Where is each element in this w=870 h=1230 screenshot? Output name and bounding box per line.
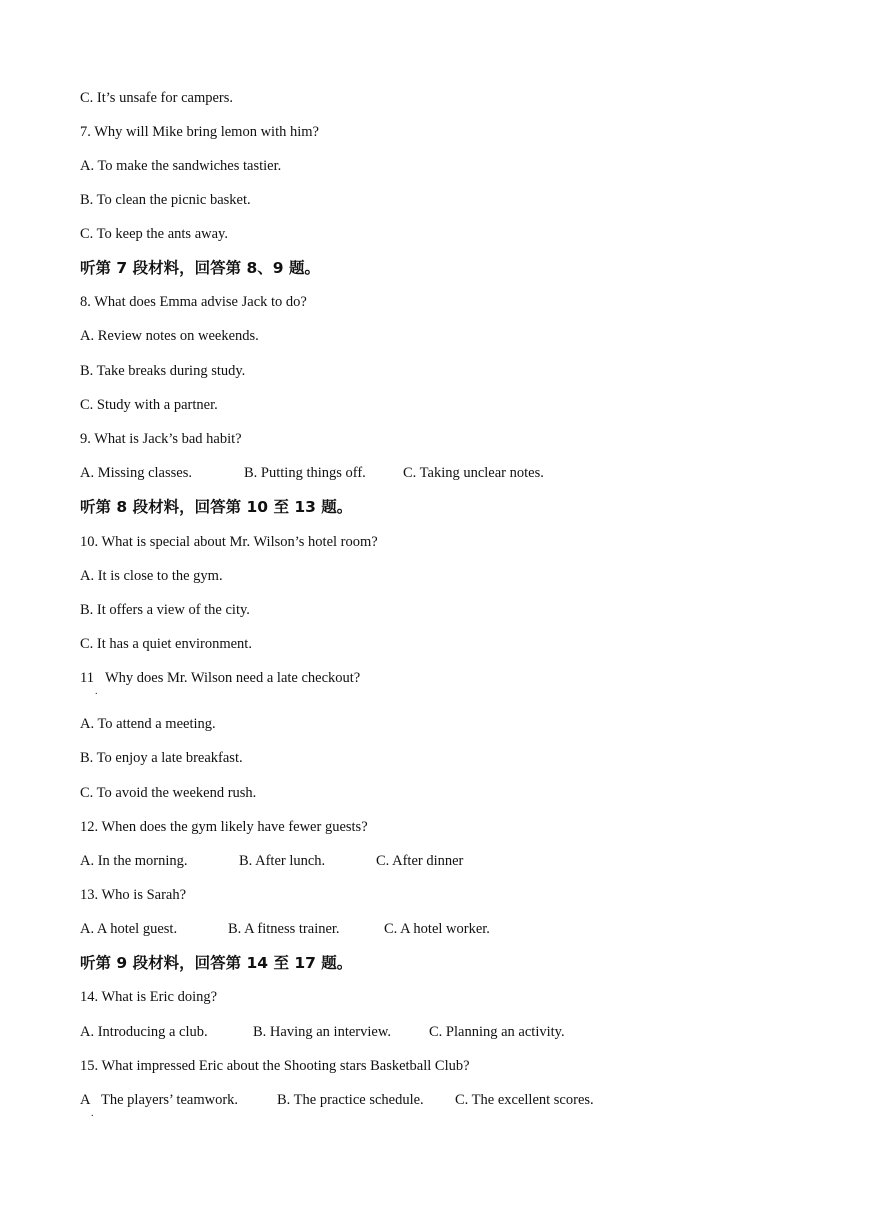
q10-option-a: A. It is close to the gym. bbox=[80, 568, 223, 584]
q10-question: 10. What is special about Mr. Wilson’s hotel room? bbox=[80, 534, 378, 550]
q11-number: 11 bbox=[80, 670, 94, 686]
section-heading-7: 听第 7 段材料，回答第 8、9 题。 bbox=[80, 259, 320, 277]
q15-option-a-text: The players’ teamwork. bbox=[101, 1092, 239, 1108]
q9-option-a: A. Missing classes. bbox=[80, 465, 192, 481]
stray-dot-mark: . bbox=[91, 1108, 94, 1119]
q7-option-a: A. To make the sandwiches tastier. bbox=[80, 158, 282, 174]
q13-option-b: B. A fitness trainer. bbox=[228, 921, 340, 937]
q14-option-b: B. Having an interview. bbox=[253, 1024, 391, 1040]
q11-option-c: C. To avoid the weekend rush. bbox=[80, 785, 257, 801]
q8-question: 8. What does Emma advise Jack to do? bbox=[80, 294, 307, 310]
q12-option-c: C. After dinner bbox=[376, 853, 464, 869]
q11-option-a: A. To attend a meeting. bbox=[80, 716, 216, 732]
q15-option-c: C. The excellent scores. bbox=[455, 1092, 594, 1108]
q10-option-b: B. It offers a view of the city. bbox=[80, 602, 250, 618]
q10-option-c: C. It has a quiet environment. bbox=[80, 636, 252, 652]
q15-question: 15. What impressed Eric about the Shooting stars Basketball Club? bbox=[80, 1058, 470, 1074]
q7-question: 7. Why will Mike bring lemon with him? bbox=[80, 124, 319, 140]
q13-question: 13. Who is Sarah? bbox=[80, 887, 187, 903]
stray-dot-mark: . bbox=[95, 686, 98, 697]
q13-option-c: C. A hotel worker. bbox=[384, 921, 490, 937]
q8-option-c: C. Study with a partner. bbox=[80, 397, 218, 413]
q12-option-a: A. In the morning. bbox=[80, 853, 188, 869]
q11-question: Why does Mr. Wilson need a late checkout? bbox=[105, 670, 361, 686]
section-heading-9: 听第 9 段材料，回答第 14 至 17 题。 bbox=[80, 954, 353, 972]
q8-option-b: B. Take breaks during study. bbox=[80, 363, 246, 379]
q8-option-a: A. Review notes on weekends. bbox=[80, 328, 259, 344]
q13-option-a: A. A hotel guest. bbox=[80, 921, 178, 937]
q14-option-c: C. Planning an activity. bbox=[429, 1024, 565, 1040]
q12-option-b: B. After lunch. bbox=[239, 853, 326, 869]
q12-question: 12. When does the gym likely have fewer guests? bbox=[80, 819, 368, 835]
q7-option-c: C. To keep the ants away. bbox=[80, 226, 228, 242]
q9-option-b: B. Putting things off. bbox=[244, 465, 366, 481]
section-heading-8: 听第 8 段材料，回答第 10 至 13 题。 bbox=[80, 498, 353, 516]
q9-option-c: C. Taking unclear notes. bbox=[403, 465, 544, 481]
q15-option-b: B. The practice schedule. bbox=[277, 1092, 424, 1108]
q14-option-a: A. Introducing a club. bbox=[80, 1024, 208, 1040]
q7-option-b: B. To clean the picnic basket. bbox=[80, 192, 251, 208]
q14-question: 14. What is Eric doing? bbox=[80, 989, 218, 1005]
q15-option-a-letter: A bbox=[80, 1092, 91, 1108]
q6-option-c: C. It’s unsafe for campers. bbox=[80, 90, 234, 106]
q9-question: 9. What is Jack’s bad habit? bbox=[80, 431, 242, 447]
q11-option-b: B. To enjoy a late breakfast. bbox=[80, 750, 243, 766]
